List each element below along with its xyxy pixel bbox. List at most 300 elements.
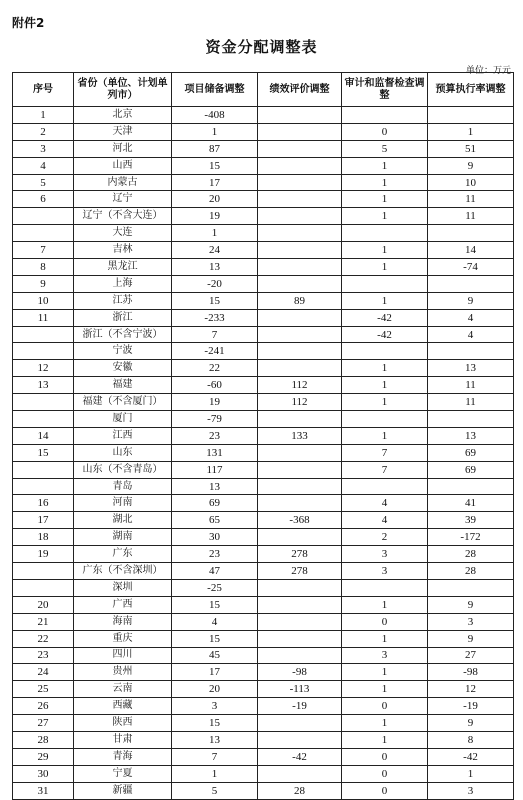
cell-index: 8 [13, 259, 74, 276]
cell-project-reserve: 47 [172, 563, 258, 580]
cell-project-reserve: 4 [172, 613, 258, 630]
cell-project-reserve: 17 [172, 174, 258, 191]
cell-execution-rate: 14 [428, 242, 514, 259]
table-row [13, 512, 514, 529]
cell-execution-rate: 11 [428, 377, 514, 394]
cell-index [13, 326, 74, 343]
table-row [13, 242, 514, 259]
cell-audit: 1 [342, 157, 428, 174]
cell-performance [258, 478, 342, 495]
cell-province: 浙江 [74, 309, 172, 326]
allocation-table [12, 72, 514, 800]
cell-audit: 1 [342, 715, 428, 732]
cell-execution-rate: 4 [428, 309, 514, 326]
cell-performance [258, 309, 342, 326]
cell-performance: 28 [258, 782, 342, 799]
cell-project-reserve: -241 [172, 343, 258, 360]
table-row [13, 107, 514, 124]
cell-province: 福建 [74, 377, 172, 394]
cell-index: 22 [13, 630, 74, 647]
cell-index: 4 [13, 157, 74, 174]
cell-index: 10 [13, 292, 74, 309]
cell-execution-rate [428, 225, 514, 242]
table-row [13, 613, 514, 630]
table-row [13, 731, 514, 748]
cell-execution-rate [428, 107, 514, 124]
cell-project-reserve: 7 [172, 326, 258, 343]
table-row [13, 664, 514, 681]
cell-province: 贵州 [74, 664, 172, 681]
cell-execution-rate: 51 [428, 140, 514, 157]
cell-province: 重庆 [74, 630, 172, 647]
cell-performance [258, 225, 342, 242]
cell-execution-rate: 39 [428, 512, 514, 529]
cell-performance [258, 579, 342, 596]
cell-audit: 1 [342, 259, 428, 276]
cell-province: 深圳 [74, 579, 172, 596]
cell-audit: -42 [342, 326, 428, 343]
table-row [13, 478, 514, 495]
cell-project-reserve: 7 [172, 748, 258, 765]
table-row [13, 377, 514, 394]
cell-province: 四川 [74, 647, 172, 664]
table-row [13, 208, 514, 225]
cell-audit: 0 [342, 748, 428, 765]
cell-province: 北京 [74, 107, 172, 124]
page-title: 资金分配调整表 [205, 38, 318, 56]
cell-execution-rate: 41 [428, 495, 514, 512]
cell-province: 湖南 [74, 529, 172, 546]
cell-performance [258, 461, 342, 478]
cell-audit: 1 [342, 174, 428, 191]
table-row [13, 748, 514, 765]
cell-execution-rate: 13 [428, 427, 514, 444]
cell-index [13, 208, 74, 225]
cell-project-reserve: 131 [172, 444, 258, 461]
cell-execution-rate: 9 [428, 292, 514, 309]
cell-index: 6 [13, 191, 74, 208]
cell-performance [258, 647, 342, 664]
cell-project-reserve: 20 [172, 191, 258, 208]
cell-execution-rate: 9 [428, 715, 514, 732]
cell-project-reserve: 69 [172, 495, 258, 512]
cell-index: 11 [13, 309, 74, 326]
table-row [13, 427, 514, 444]
cell-province: 西藏 [74, 698, 172, 715]
cell-audit: 0 [342, 123, 428, 140]
cell-index: 18 [13, 529, 74, 546]
col-header-index: 序号 [13, 73, 74, 107]
cell-project-reserve: 13 [172, 731, 258, 748]
table-row [13, 715, 514, 732]
col-header-performance: 绩效评价调整 [258, 73, 342, 107]
cell-execution-rate: 69 [428, 444, 514, 461]
cell-execution-rate: 3 [428, 613, 514, 630]
table-row [13, 444, 514, 461]
table-row [13, 157, 514, 174]
cell-project-reserve: 117 [172, 461, 258, 478]
cell-performance: -19 [258, 698, 342, 715]
table-header [13, 73, 514, 107]
cell-performance: 112 [258, 394, 342, 411]
cell-execution-rate: 9 [428, 596, 514, 613]
cell-index: 29 [13, 748, 74, 765]
cell-project-reserve: 13 [172, 478, 258, 495]
cell-audit: 0 [342, 782, 428, 799]
cell-index: 9 [13, 275, 74, 292]
cell-project-reserve: 15 [172, 630, 258, 647]
table-row [13, 563, 514, 580]
table-row [13, 326, 514, 343]
cell-audit: 1 [342, 596, 428, 613]
cell-execution-rate: 13 [428, 360, 514, 377]
cell-province: 安徽 [74, 360, 172, 377]
cell-index: 3 [13, 140, 74, 157]
cell-audit: 1 [342, 292, 428, 309]
header-row [13, 73, 514, 107]
cell-performance [258, 123, 342, 140]
cell-province: 河南 [74, 495, 172, 512]
col-header-execution-rate: 预算执行率调整 [428, 73, 514, 107]
cell-index: 15 [13, 444, 74, 461]
cell-index: 19 [13, 546, 74, 563]
table-row [13, 360, 514, 377]
cell-performance [258, 715, 342, 732]
col-header-audit: 审计和监督检查调整 [342, 73, 428, 107]
table-body [13, 107, 514, 800]
cell-project-reserve: 23 [172, 427, 258, 444]
cell-audit [342, 579, 428, 596]
cell-project-reserve: 1 [172, 123, 258, 140]
cell-audit: 7 [342, 444, 428, 461]
cell-province: 甘肃 [74, 731, 172, 748]
cell-province: 江苏 [74, 292, 172, 309]
cell-performance [258, 343, 342, 360]
cell-audit: 7 [342, 461, 428, 478]
cell-index [13, 461, 74, 478]
cell-index [13, 343, 74, 360]
cell-execution-rate: 69 [428, 461, 514, 478]
cell-execution-rate [428, 478, 514, 495]
cell-performance: 112 [258, 377, 342, 394]
cell-performance: 278 [258, 563, 342, 580]
cell-performance: -42 [258, 748, 342, 765]
cell-execution-rate: 1 [428, 123, 514, 140]
table-row [13, 292, 514, 309]
cell-audit [342, 411, 428, 428]
cell-index: 14 [13, 427, 74, 444]
cell-performance [258, 444, 342, 461]
cell-index: 16 [13, 495, 74, 512]
cell-index [13, 563, 74, 580]
cell-project-reserve: 19 [172, 394, 258, 411]
cell-performance: 89 [258, 292, 342, 309]
cell-execution-rate [428, 343, 514, 360]
col-header-project-reserve: 项目储备调整 [172, 73, 258, 107]
cell-performance [258, 411, 342, 428]
cell-performance [258, 275, 342, 292]
cell-province: 厦门 [74, 411, 172, 428]
cell-performance [258, 157, 342, 174]
cell-audit: 1 [342, 191, 428, 208]
cell-performance [258, 107, 342, 124]
cell-index: 28 [13, 731, 74, 748]
cell-project-reserve: 65 [172, 512, 258, 529]
cell-audit: 1 [342, 242, 428, 259]
table-row [13, 546, 514, 563]
cell-project-reserve: 45 [172, 647, 258, 664]
cell-province: 大连 [74, 225, 172, 242]
table-row [13, 765, 514, 782]
cell-province: 福建（不含厦门） [74, 394, 172, 411]
cell-audit: 3 [342, 563, 428, 580]
cell-execution-rate: -74 [428, 259, 514, 276]
cell-performance [258, 326, 342, 343]
table-row [13, 782, 514, 799]
cell-execution-rate [428, 275, 514, 292]
cell-index: 13 [13, 377, 74, 394]
cell-audit: 2 [342, 529, 428, 546]
cell-execution-rate: 4 [428, 326, 514, 343]
table-row [13, 495, 514, 512]
cell-audit: 1 [342, 377, 428, 394]
cell-project-reserve: -25 [172, 579, 258, 596]
table-row [13, 225, 514, 242]
cell-execution-rate: 1 [428, 765, 514, 782]
cell-province: 辽宁（不含大连） [74, 208, 172, 225]
cell-performance [258, 360, 342, 377]
cell-province: 辽宁 [74, 191, 172, 208]
cell-audit: 0 [342, 698, 428, 715]
cell-project-reserve: 13 [172, 259, 258, 276]
cell-performance [258, 495, 342, 512]
cell-project-reserve: -233 [172, 309, 258, 326]
cell-province: 青岛 [74, 478, 172, 495]
cell-province: 陕西 [74, 715, 172, 732]
cell-project-reserve: 23 [172, 546, 258, 563]
table-row [13, 394, 514, 411]
cell-performance [258, 630, 342, 647]
cell-index: 25 [13, 681, 74, 698]
table-row [13, 174, 514, 191]
cell-audit: 0 [342, 765, 428, 782]
cell-project-reserve: -79 [172, 411, 258, 428]
cell-index: 2 [13, 123, 74, 140]
cell-performance: 133 [258, 427, 342, 444]
cell-project-reserve: 20 [172, 681, 258, 698]
cell-performance [258, 259, 342, 276]
cell-performance [258, 731, 342, 748]
cell-project-reserve: 5 [172, 782, 258, 799]
cell-audit: 4 [342, 495, 428, 512]
cell-execution-rate: 28 [428, 546, 514, 563]
cell-index: 17 [13, 512, 74, 529]
cell-execution-rate: 11 [428, 191, 514, 208]
cell-performance [258, 242, 342, 259]
cell-project-reserve: 3 [172, 698, 258, 715]
cell-province: 内蒙古 [74, 174, 172, 191]
cell-audit: 3 [342, 546, 428, 563]
table-row [13, 275, 514, 292]
cell-index [13, 225, 74, 242]
cell-index [13, 411, 74, 428]
cell-project-reserve: 24 [172, 242, 258, 259]
cell-index: 20 [13, 596, 74, 613]
table-row [13, 579, 514, 596]
cell-index: 27 [13, 715, 74, 732]
cell-performance [258, 765, 342, 782]
unit-label: 单位：万元 [465, 66, 511, 76]
cell-performance: 278 [258, 546, 342, 563]
cell-performance [258, 191, 342, 208]
cell-province: 云南 [74, 681, 172, 698]
cell-execution-rate: 27 [428, 647, 514, 664]
cell-province: 山东（不含青岛） [74, 461, 172, 478]
table-row [13, 343, 514, 360]
cell-province: 吉林 [74, 242, 172, 259]
cell-province: 青海 [74, 748, 172, 765]
cell-index [13, 394, 74, 411]
cell-index: 1 [13, 107, 74, 124]
cell-province: 海南 [74, 613, 172, 630]
cell-audit [342, 343, 428, 360]
cell-index: 5 [13, 174, 74, 191]
cell-audit: 1 [342, 427, 428, 444]
cell-performance: -98 [258, 664, 342, 681]
table-row [13, 411, 514, 428]
table-row [13, 630, 514, 647]
cell-index: 24 [13, 664, 74, 681]
table-row [13, 140, 514, 157]
cell-execution-rate: 10 [428, 174, 514, 191]
cell-project-reserve: 1 [172, 765, 258, 782]
table-row [13, 596, 514, 613]
cell-project-reserve: 15 [172, 157, 258, 174]
cell-project-reserve: 15 [172, 292, 258, 309]
cell-audit: 0 [342, 613, 428, 630]
cell-province: 湖北 [74, 512, 172, 529]
cell-audit: 1 [342, 630, 428, 647]
cell-index: 21 [13, 613, 74, 630]
table-row [13, 698, 514, 715]
cell-index [13, 579, 74, 596]
cell-audit: 1 [342, 731, 428, 748]
cell-execution-rate: 9 [428, 630, 514, 647]
cell-audit [342, 225, 428, 242]
cell-index: 31 [13, 782, 74, 799]
cell-audit: 4 [342, 512, 428, 529]
cell-execution-rate: 11 [428, 208, 514, 225]
cell-audit: 1 [342, 360, 428, 377]
cell-province: 山西 [74, 157, 172, 174]
cell-province: 河北 [74, 140, 172, 157]
table-row [13, 461, 514, 478]
cell-execution-rate: 3 [428, 782, 514, 799]
cell-project-reserve: 15 [172, 715, 258, 732]
cell-project-reserve: 87 [172, 140, 258, 157]
cell-index: 30 [13, 765, 74, 782]
cell-execution-rate: -19 [428, 698, 514, 715]
attachment-label: 附件2 [12, 16, 45, 30]
cell-execution-rate: 8 [428, 731, 514, 748]
cell-index: 7 [13, 242, 74, 259]
cell-execution-rate: 12 [428, 681, 514, 698]
cell-project-reserve: -20 [172, 275, 258, 292]
cell-province: 黑龙江 [74, 259, 172, 276]
cell-audit: 3 [342, 647, 428, 664]
cell-project-reserve: 19 [172, 208, 258, 225]
cell-audit: 1 [342, 208, 428, 225]
cell-province: 山东 [74, 444, 172, 461]
cell-province: 天津 [74, 123, 172, 140]
cell-province: 宁波 [74, 343, 172, 360]
cell-province: 江西 [74, 427, 172, 444]
cell-execution-rate: -98 [428, 664, 514, 681]
cell-province: 宁夏 [74, 765, 172, 782]
cell-audit: 1 [342, 664, 428, 681]
cell-execution-rate: -172 [428, 529, 514, 546]
cell-performance [258, 596, 342, 613]
cell-execution-rate [428, 579, 514, 596]
cell-performance [258, 140, 342, 157]
cell-performance [258, 174, 342, 191]
table-row [13, 681, 514, 698]
cell-project-reserve: 1 [172, 225, 258, 242]
cell-audit: 5 [342, 140, 428, 157]
cell-province: 浙江（不含宁波） [74, 326, 172, 343]
cell-performance [258, 529, 342, 546]
cell-execution-rate: 28 [428, 563, 514, 580]
cell-performance [258, 208, 342, 225]
cell-index: 12 [13, 360, 74, 377]
cell-project-reserve: -408 [172, 107, 258, 124]
table-row [13, 647, 514, 664]
cell-audit [342, 107, 428, 124]
cell-performance: -113 [258, 681, 342, 698]
cell-project-reserve: 15 [172, 596, 258, 613]
table-row [13, 259, 514, 276]
cell-province: 广西 [74, 596, 172, 613]
cell-project-reserve: 17 [172, 664, 258, 681]
col-header-province: 省份（单位、计划单列市） [74, 73, 172, 107]
cell-execution-rate [428, 411, 514, 428]
cell-project-reserve: 30 [172, 529, 258, 546]
cell-execution-rate: 9 [428, 157, 514, 174]
cell-audit: 1 [342, 394, 428, 411]
cell-audit: -42 [342, 309, 428, 326]
table-row [13, 309, 514, 326]
cell-index: 26 [13, 698, 74, 715]
cell-audit: 1 [342, 681, 428, 698]
cell-project-reserve: -60 [172, 377, 258, 394]
cell-execution-rate: -42 [428, 748, 514, 765]
cell-index [13, 478, 74, 495]
cell-audit [342, 478, 428, 495]
cell-province: 广东 [74, 546, 172, 563]
cell-execution-rate: 11 [428, 394, 514, 411]
table-row [13, 123, 514, 140]
cell-province: 上海 [74, 275, 172, 292]
cell-audit [342, 275, 428, 292]
cell-performance [258, 613, 342, 630]
cell-index: 23 [13, 647, 74, 664]
table-row [13, 191, 514, 208]
cell-project-reserve: 22 [172, 360, 258, 377]
table-row [13, 529, 514, 546]
cell-province: 广东（不含深圳） [74, 563, 172, 580]
cell-performance: -368 [258, 512, 342, 529]
cell-province: 新疆 [74, 782, 172, 799]
